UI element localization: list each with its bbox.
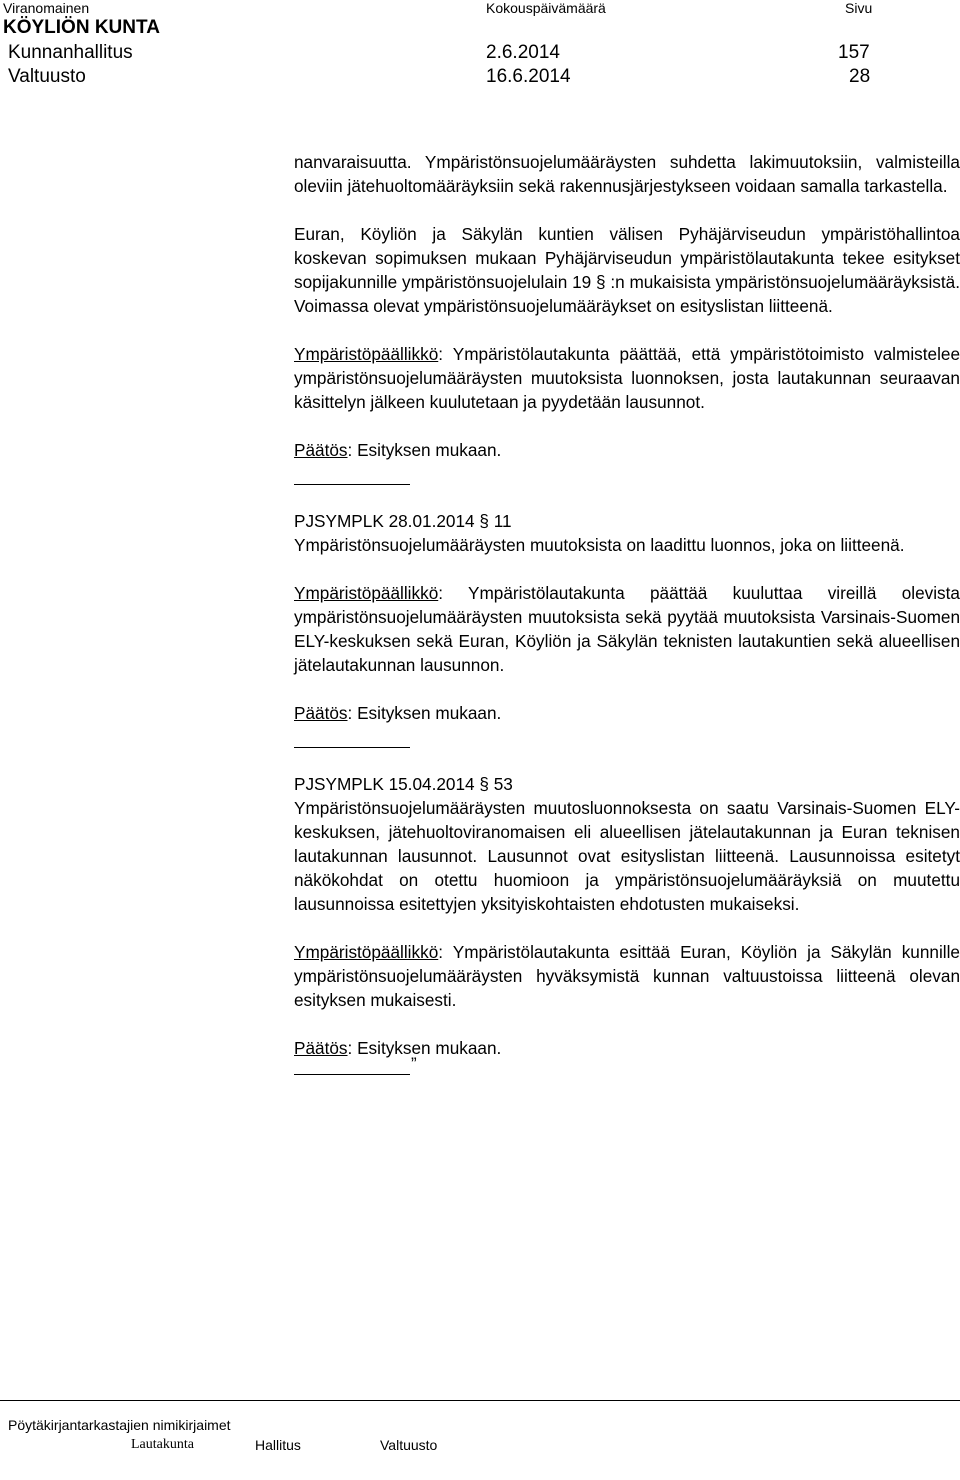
closing-quote: ” [411,1054,417,1073]
proposal-label: Ympäristöpäällikkö [294,942,439,962]
footer-cell-hallitus: Hallitus [255,1437,301,1453]
decision-label: Päätös [294,1038,348,1058]
organization-name: KÖYLIÖN KUNTA [3,17,160,38]
header-page-1: 157 [838,42,870,63]
header-body-2: Valtuusto [8,66,86,87]
decision-text: : Esityksen mukaan. [347,440,502,460]
proposal-text: : Ympäristölautakunta päättää kuuluttaa vireillä olevista ympäristönsuojelumääräysten muutoksista sekä pyytää muutoksista Varsinais-Suomen ELY-keskuksen sekä Euran, Köyliön ja Säkylän teknisten lautakuntien sekä alueellisen jätelautakunnan lausunnon. [294,583,960,675]
proposal-text: : Ympäristölautakunta esittää Euran, Köyliön ja Säkylän kunnille ympäristönsuojelumääräysten hyväksymistä kunnan valtuustoissa liitteenä olevan esityksen mukaisesti. [294,942,960,1010]
proposal-text: : Ympäristölautakunta päättää, että ympäristötoimisto valmistelee ympäristönsuojelumääräysten muutoksista luonnoksen, josta lautakunnan seuraavan käsittelyn jälkeen kuulutetaan ja pyydetään lausunnot. [294,344,960,412]
separator-rule [294,747,410,748]
decision-text: : Esityksen mukaan. [347,1038,502,1058]
page-label: Sivu [845,0,873,16]
decision-line [294,1036,960,1060]
paragraph: Euran, Köyliön ja Säkylän kuntien välisen Pyhäjärviseudun ympäristöhallintoa koskevan sopimuksen mukaan Pyhäjärviseudun ympäristölautakunta tekee esitykset sopijakunnille ympäristönsuojelulain 19 § :n mukaisista ympäristönsuojelumääräyksistä. Voimassa olevat ympäristönsuojelumääräykset on esityslistan liitteenä. [294,224,960,316]
footer-cell-lautakunta: Lautakunta [131,1437,194,1452]
paragraph: Ympäristönsuojelumääräysten muutoksista on laadittu luonnos, joka on liitteenä. [294,535,905,555]
header-body-1: Kunnanhallitus [8,42,133,63]
paragraph: Ympäristönsuojelumääräysten muutosluonnoksesta on saatu Varsinais-Suomen ELY-keskuksen, jätehuoltoviranomaisen eli alueellisen jätelautakunnan ja Euran teknisen lautakunnan lausunnot. Lausunnot ovat esityslistan liitteenä. Lausunnoissa esitetyt näkökohdat on otettu huomioon ja ympäristönsuojelumääräyksiä on muutettu lausunnoissa esitettyjen yksityiskohtaisten ehdotusten mukaiseksi. [294,798,960,914]
footer-title: Pöytäkirjantarkastajien nimikirjaimet [8,1417,231,1433]
header-page-2: 28 [849,66,871,87]
document-body [294,150,960,1084]
decision-line [294,701,960,725]
footer-cell-valtuusto: Valtuusto [380,1437,438,1453]
proposal-label: Ympäristöpäällikkö [294,583,439,603]
footer-divider [0,1400,960,1401]
authority-label: Viranomainen [3,0,90,16]
decision-label: Päätös [294,703,348,723]
proposal-paragraph [294,940,960,1012]
proposal-paragraph [294,581,960,677]
reference-line: PJSYMPLK 15.04.2014 § 53 [294,774,513,794]
reference-line: PJSYMPLK 28.01.2014 § 11 [294,511,512,531]
decision-line [294,438,960,462]
proposal-label: Ympäristöpäällikkö [294,344,439,364]
proposal-paragraph [294,342,960,414]
decision-label: Päätös [294,440,348,460]
end-marker [294,1054,960,1084]
meeting-date-label: Kokouspäivämäärä [486,0,606,16]
separator-rule [294,1074,410,1075]
paragraph: nanvaraisuutta. Ympäristönsuojelumääräysten suhdetta lakimuutoksiin, valmisteilla oleviin jätehuoltomääräyksiin sekä rakennusjärjestykseen voidaan samalla tarkastella. [294,152,960,196]
header-date-1: 2.6.2014 [486,42,560,63]
separator-rule [294,484,410,485]
decision-text: : Esityksen mukaan. [347,703,502,723]
header-date-2: 16.6.2014 [486,66,571,87]
